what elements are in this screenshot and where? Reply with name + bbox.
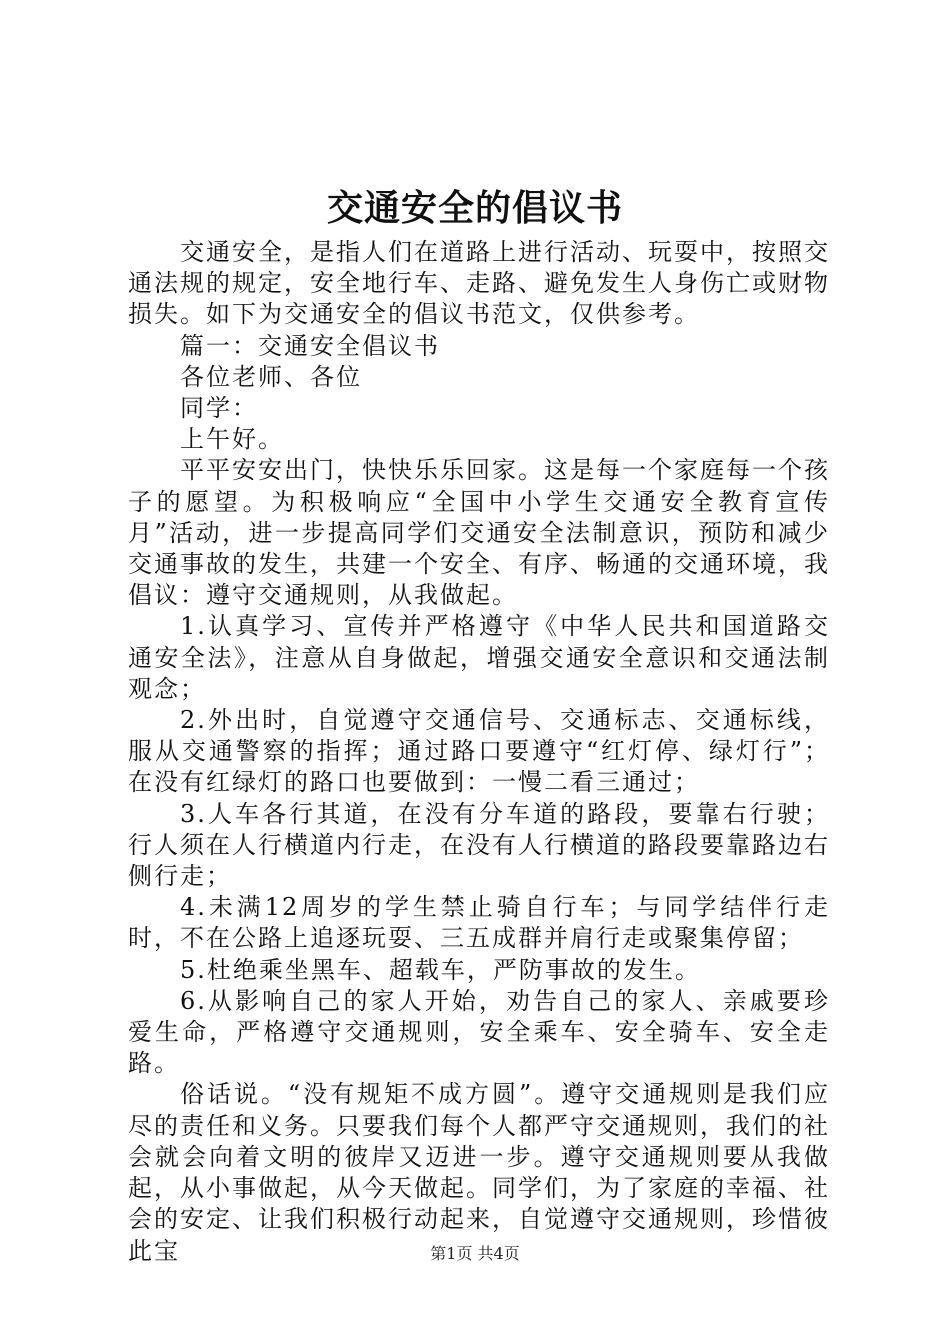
page-number-footer: 第1页 共4页	[430, 1244, 520, 1263]
document-body	[128, 237, 830, 1267]
proposal-paragraph: 平平安安出门，快快乐乐回家。这是每一个家庭每一个孩子的愿望。为积极响应“全国中小学生交通安全教育宣传月”活动，进一步提高同学们交通安全法制意识，预防和减少交通事故的发生，共建一个安全、有序、畅通的交通环境，我倡议：遵守交通规则，从我做起。	[128, 456, 830, 610]
list-item-4: 4.未满12周岁的学生禁止骑自行车；与同学结伴行走时，不在公路上追逐玩耍、三五成群并肩行走或聚集停留；	[128, 893, 830, 953]
greeting-paragraph: 上午好。	[180, 425, 284, 454]
salutation-line-2: 同学：	[180, 394, 258, 423]
list-item-3: 3.人车各行其道，在没有分车道的路段，要靠右行驶；行人须在人行横道内行走，在没有人行横道的路段要靠路边右侧行走；	[128, 799, 830, 891]
document-title: 交通安全的倡议书	[326, 187, 623, 229]
section-heading: 篇一：交通安全倡议书	[180, 331, 440, 360]
closing-paragraph: 俗话说。“没有规矩不成方圆”。遵守交通规则是我们应尽的责任和义务。只要我们每个人都严守交通规则，我们的社会就会向着文明的彼岸又迈进一步。遵守交通规则要从我做起，从小事做起，从今天做起。同学们，为了家庭的幸福、社会的安定、让我们积极行动起来，自觉遵守交通规则，珍惜彼此宝	[128, 1080, 830, 1265]
list-item-1: 1.认真学习、宣传并严格遵守《中华人民共和国道路交通安全法》，注意从自身做起，增强交通安全意识和交通法制观念；	[128, 612, 830, 703]
list-item-6: 6.从影响自己的家人开始，劝告自己的家人、亲戚要珍爱生命，严格遵守交通规则，安全乘车、安全骑车、安全走路。	[128, 986, 830, 1078]
list-item-5: 5.杜绝乘坐黑车、超载车，严防事故的发生。	[180, 955, 701, 984]
salutation-line-1: 各位老师、各位	[180, 362, 362, 391]
list-item-2: 2.外出时，自觉遵守交通信号、交通标志、交通标线，服从交通警察的指挥；通过路口要遵守“红灯停、绿灯行”；在没有红绿灯的路口也要做到：一慢二看三通过；	[128, 706, 830, 797]
intro-paragraph: 交通安全，是指人们在道路上进行活动、玩耍中，按照交通法规的规定，安全地行车、走路、避免发生人身伤亡或财物损失。如下为交通安全的倡议书范文，仅供参考。	[128, 238, 830, 329]
